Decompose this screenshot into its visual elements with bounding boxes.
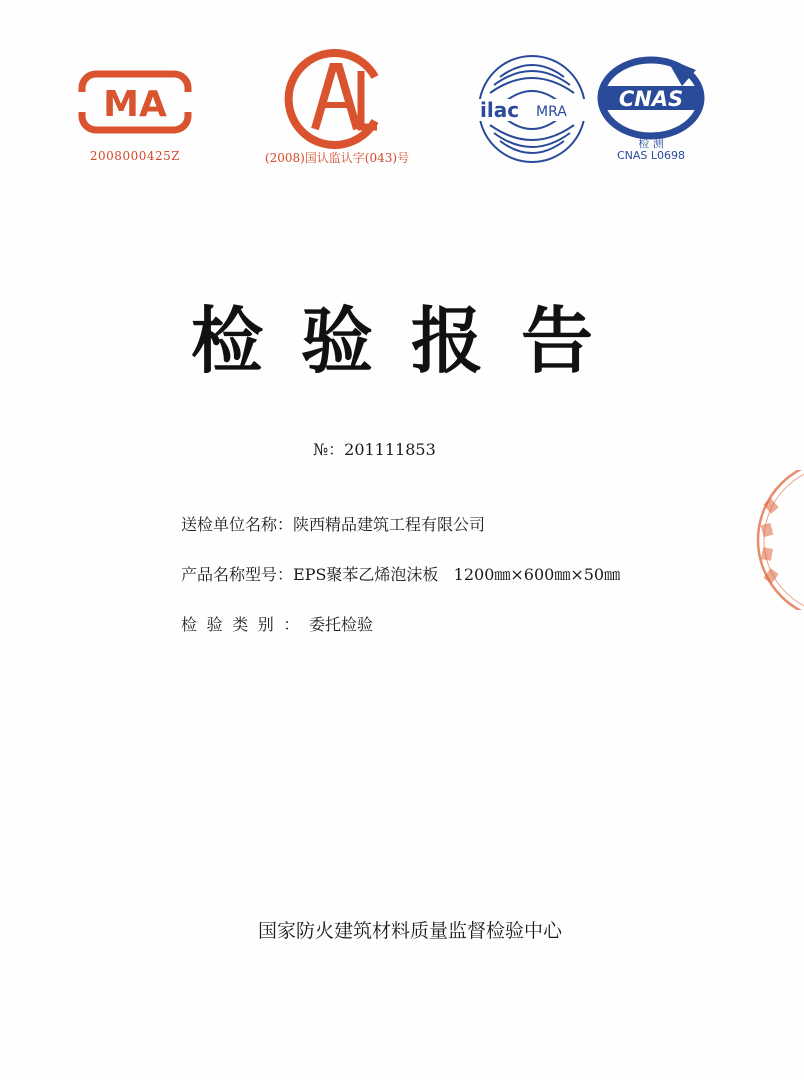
inspection-type-value: 委托检验 (309, 615, 374, 634)
client-value: 陕西精品建筑工程有限公司 (293, 515, 486, 534)
client-field (181, 512, 485, 535)
cal-logo (281, 49, 391, 149)
inspection-type-field (181, 612, 373, 635)
client-label: 送检单位名称： (181, 515, 294, 534)
issuing-institute: 国家防火建筑材料质量监督检验中心 (257, 920, 562, 942)
cnas-code: CNAS L0698 (616, 149, 686, 162)
product-field (181, 562, 620, 585)
cnas-caption (596, 138, 706, 162)
svg-text:CNAS: CNAS (618, 87, 684, 111)
cal-code: (2008)国认监认字(043)号 (264, 151, 410, 165)
cnas-sub-label: 检 测 (638, 137, 664, 150)
svg-text:MRA: MRA (536, 104, 567, 120)
product-value: EPS聚苯乙烯泡沫板 1200㎜×600㎜×50㎜ (293, 565, 621, 584)
product-label: 产品名称型号： (181, 565, 294, 584)
svg-text:ilac: ilac (480, 98, 520, 122)
cma-code: 2008000425Z (89, 149, 181, 163)
svg-text:MA: MA (103, 84, 167, 125)
cma-logo (74, 66, 196, 138)
page-title: 检验报告 (190, 299, 631, 383)
partial-seal-stamp (748, 470, 804, 610)
cnas-logo (596, 56, 706, 146)
report-number: №：201111853 (313, 440, 436, 459)
ilac-mra-logo (476, 53, 588, 165)
inspection-type-label: 检验类别： (181, 615, 310, 634)
